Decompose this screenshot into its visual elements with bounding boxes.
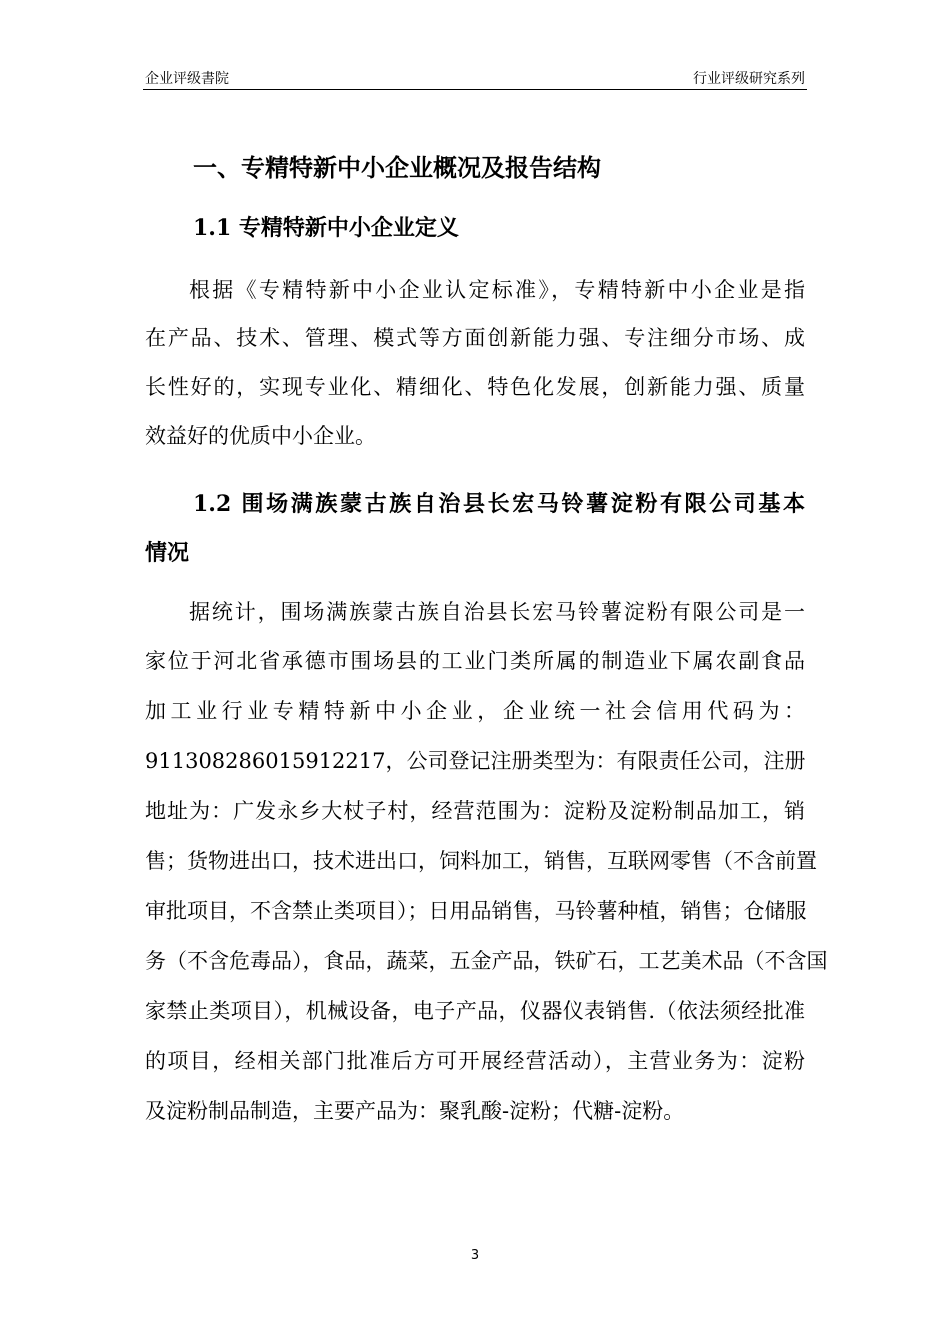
paragraph-2-line: 加工业行业专精特新中小企业，企业统一社会信用代码为： <box>145 699 805 723</box>
header-divider <box>143 89 807 90</box>
header-right: 行业评级研究系列 <box>693 71 805 87</box>
paragraph-2-line: 家禁止类项目），机械设备，电子产品，仪器仪表销售.（依法须经批准 <box>145 999 805 1023</box>
paragraph-1-line: 在产品、技术、管理、模式等方面创新能力强、专注细分市场、成 <box>145 326 805 350</box>
paragraph-1-line: 效益好的优质中小企业。 <box>145 424 376 448</box>
subsection-2-title-cont: 情况 <box>145 540 190 566</box>
page-number: 3 <box>470 1248 480 1263</box>
paragraph-2-line: 911308286015912217，公司登记注册类型为：有限责任公司，注册 <box>145 749 806 773</box>
paragraph-2-line: 的项目，经相关部门批准后方可开展经营活动），主营业务为：淀粉 <box>145 1049 805 1073</box>
paragraph-2-line: 售；货物进出口，技术进出口，饲料加工，销售，互联网零售（不含前置 <box>145 849 817 873</box>
paragraph-2-line: 家位于河北省承德市围场县的工业门类所属的制造业下属农副食品 <box>145 649 805 673</box>
section-title: 一、专精特新中小企业概况及报告结构 <box>193 153 601 182</box>
subsection-1-title: 1.1 专精特新中小企业定义 <box>193 215 459 241</box>
paragraph-2-line: 据统计，围场满族蒙古族自治县长宏马铃薯淀粉有限公司是一 <box>189 600 805 624</box>
paragraph-2-line: 地址为：广发永乡大杖子村，经营范围为：淀粉及淀粉制品加工，销 <box>145 799 805 823</box>
header-left: 企业评级書院 <box>145 71 229 87</box>
subsection-2-title: 1.2 围场满族蒙古族自治县长宏马铃薯淀粉有限公司基本 <box>193 491 805 517</box>
paragraph-1-line: 长性好的，实现专业化、精细化、特色化发展，创新能力强、质量 <box>145 375 805 399</box>
paragraph-2-line: 及淀粉制品制造，主要产品为：聚乳酸-淀粉；代糖-淀粉。 <box>145 1099 685 1123</box>
paragraph-1-line: 根据《专精特新中小企业认定标准》，专精特新中小企业是指 <box>189 278 805 302</box>
paragraph-2-line: 审批项目，不含禁止类项目）；日用品销售，马铃薯种植，销售；仓储服 <box>145 899 807 923</box>
paragraph-2-line: 务（不含危毒品），食品，蔬菜，五金产品，铁矿石，工艺美术品（不含国 <box>145 949 828 973</box>
